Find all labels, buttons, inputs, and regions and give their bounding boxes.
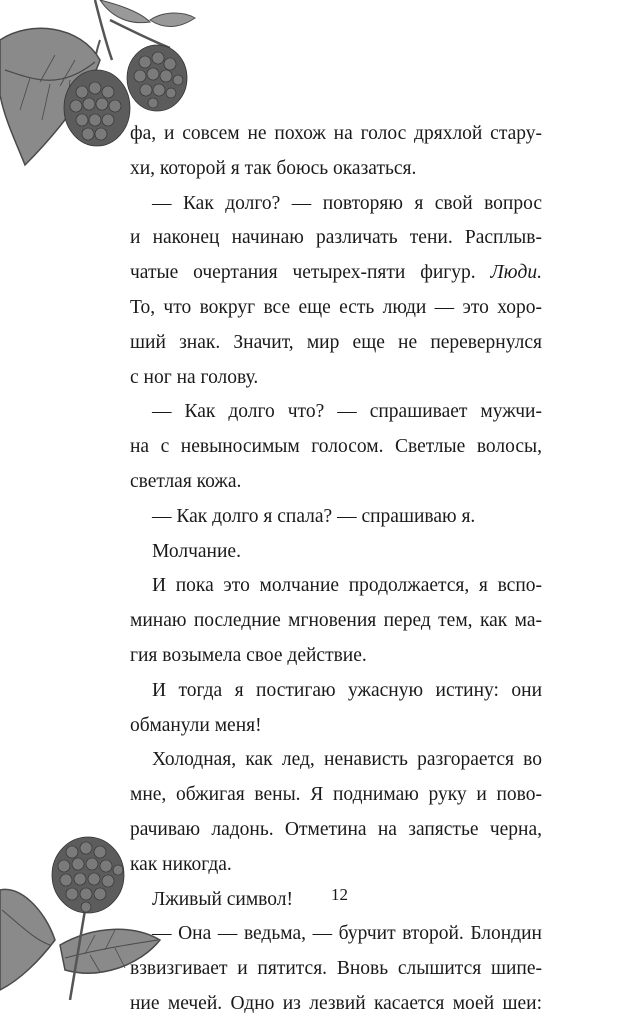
text-line: То, что вокруг все еще есть люди — это хоро-	[130, 296, 542, 318]
text-line: минаю последние мгновения перед тем, как ма-	[130, 610, 542, 632]
text-line: хи, которой я так боюсь оказаться.	[130, 157, 417, 179]
text-line: с ног на голову.	[130, 366, 259, 388]
text-line: взвизгивает и пятится. Вновь слышится шипе-	[130, 958, 542, 980]
text-line: чатые очертания четырех-пяти фигур. Люди.	[130, 262, 542, 284]
text-line: как никогда.	[130, 853, 232, 875]
text-line: светлая кожа.	[130, 470, 242, 492]
text-line: фа, и совсем не похож на голос дряхлой стару-	[130, 123, 542, 144]
text-line: Молчание.	[152, 540, 241, 562]
text-line: гия возымела свое действие.	[130, 644, 367, 666]
text-line: — Как долго? — повторяю я свой вопрос	[152, 192, 542, 214]
text-line: Холодная, как лед, ненависть разгорается во	[152, 749, 542, 771]
text-line: Лживый символ!	[152, 888, 293, 910]
text-line: и наконец начинаю различать тени. Расплыв-	[130, 227, 542, 249]
text-line: рачиваю ладонь. Отметина на запястье черна,	[130, 818, 542, 840]
text-line: обманули меня!	[130, 714, 262, 736]
text-line: мне, обжигая вены. Я поднимаю руку и пово-	[130, 784, 542, 806]
text-line: И пока это молчание продолжается, я вспо-	[152, 575, 542, 597]
page-number: 12	[331, 885, 348, 904]
text-line: на с невыносимым голосом. Светлые волосы,	[130, 436, 542, 458]
text-line: ший знак. Значит, мир еще не перевернулся	[130, 331, 542, 353]
text-line: И тогда я постигаю ужасную истину: они	[152, 679, 542, 701]
text-line: — Она — ведьма, — бурчит второй. Блондин	[152, 923, 542, 945]
text-line: — Как долго я спала? — спрашиваю я.	[152, 505, 476, 527]
text-line: ние мечей. Одно из лезвий касается моей шеи:	[130, 992, 542, 1014]
text-line: — Как долго что? — спрашивает мужчи-	[152, 401, 542, 423]
